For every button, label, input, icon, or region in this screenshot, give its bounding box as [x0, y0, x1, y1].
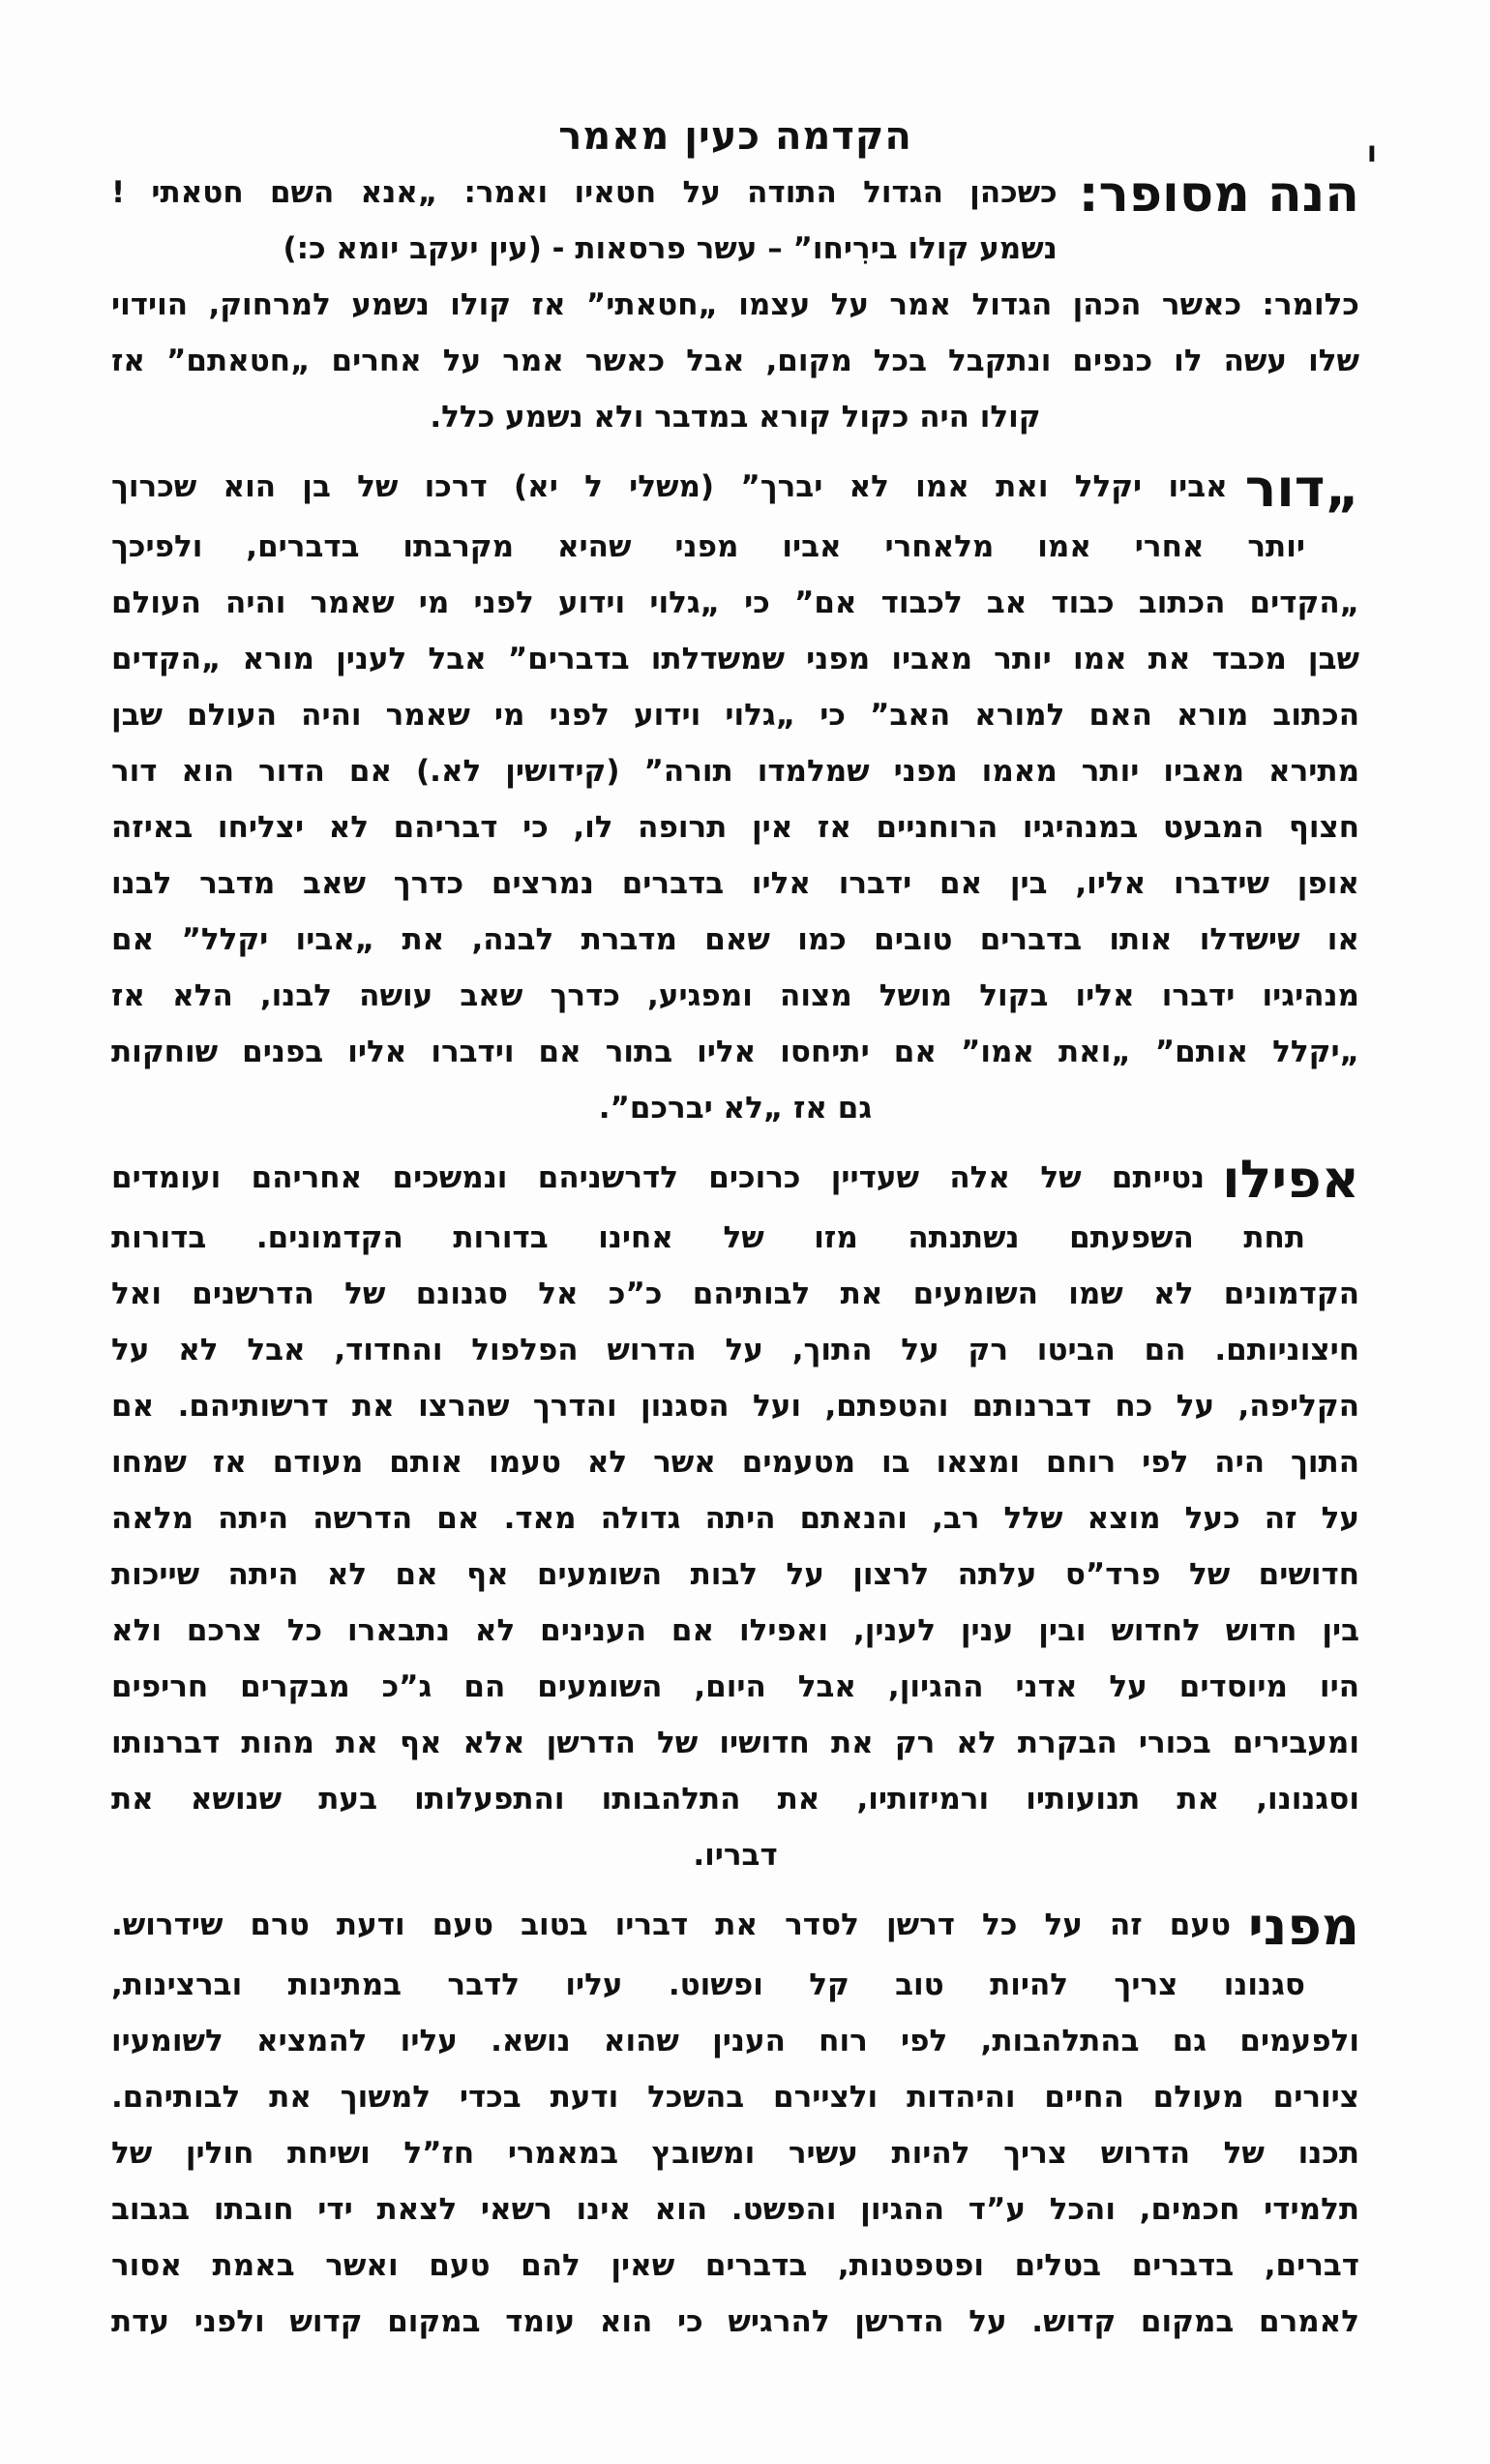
lead-word: הנה מסופר: [1078, 165, 1359, 224]
paragraph-explanation [111, 277, 1359, 445]
text-line: מנהיגיו ידברו אליו בקול מושל מצוה ומפגיע, כדרך שאב עושה לבנו, הלא אז [111, 978, 1359, 1013]
text-line: כלומר: כאשר הכהן הגדול אמר על עצמו „חטאתי” אז קולו נשמע למרחוק, הוידוי [111, 287, 1359, 322]
text-line: דברים, בדברים בטלים ופטפטנות, בדברים שאין להם טעם ואשר באמת אסור [111, 2248, 1359, 2283]
text-line: לאמרם במקום קדוש. על הדרשן להרגיש כי הוא עומד במקום קדוש ולפני עדת [111, 2304, 1359, 2339]
text-line: שלו עשה לו כנפים ונתקבל בכל מקום, אבל כאשר אמר על אחרים „חטאתם” אז [111, 344, 1359, 378]
text-line: שבן מכבד את אמו יותר מאביו מפני שמשדלתו בדברים” אבל לענין מורא „הקדים [111, 642, 1359, 676]
text-line: היו מיוסדים על אדני ההגיון, אבל היום, השומעים הם ג”כ מבקרים חריפים [111, 1669, 1359, 1704]
text-line: חיצוניותם. הם הביטו רק על התוך, על הדרוש הפלפול והחדוד, אבל לא על [111, 1333, 1359, 1367]
text-line: הקדמונים לא שמו השומעים את לבותיהם כ”כ אל סגנונם של הדרשנים ואל [111, 1277, 1359, 1311]
text-line: או שישדלו אותו בדברים טובים כמו שאם מדברת לבנה, את „אביו יקלל” אם [111, 922, 1359, 957]
text-line: אביו יקלל ואת אמו לא יברך” (משלי ל יא) דרכו של בן הוא שכרוך [111, 469, 1228, 504]
text-line: נטייתם של אלה שעדיין כרוכים לדרשניהם ונמשכים אחריהם ועומדים [111, 1160, 1206, 1195]
text-line: סגנונו צריך להיות טוב קל ופשוט. עליו לדבר במתינות וברצינות, [111, 1968, 1305, 2002]
text-line: אופן שידברו אליו, בין אם ידברו אליו בדברים נמרצים כדרך שאב מדבר לבנו [111, 866, 1359, 901]
text-line: מתירא מאביו יותר מאמו מפני שמלמדו תורה” (קידושין לא.) אם הדור הוא דור [111, 754, 1359, 789]
text-line: כשכהן הגדול התודה על חטאיו ואמר: „אנא השם חטאתי ! [111, 175, 1058, 210]
paragraph-mipnei [111, 1897, 1359, 2350]
text-line: הכתוב מורא האם למורא האב” כי „גלוי וידוע לפני מי שאמר והיה העולם שבן [111, 698, 1359, 733]
text-line: הקליפה, על כח דברנותם והטפתם, ועל הסגנון והדרך שהרצו את דרשותיהם. אם [111, 1389, 1359, 1424]
text-line: התוך היה לפי רוחם ומצאו בו מטעמים אשר לא טעמו אותם מעודם אז שמחו [111, 1445, 1359, 1480]
text-line: וסגנונו, את תנועותיו ורמיזותיו, את התלהבותו והתפעלותו בעת שנושא את [111, 1782, 1359, 1817]
text-line: יותר אחרי אמו מלאחרי אביו מפני שהיא מקרבתו בדברים, ולפיכך [111, 529, 1305, 564]
text-line: בין חדוש לחדוש ובין ענין לענין, ואפילו אם הענינים לא נתבארו כל צרכם ולא [111, 1613, 1359, 1648]
document-page [111, 0, 1377, 2350]
page-number: ו [1366, 135, 1377, 169]
paragraph-afilu [111, 1150, 1359, 1883]
text-line: דבריו. [693, 1838, 778, 1873]
page-header [111, 0, 1377, 169]
lead-word: „דור [1244, 458, 1359, 519]
text-line: נשמע קולו בירִיחו” – עשר פרסאות - (עין יעקב יומא כ:) [283, 231, 1058, 266]
text-line: „יקלל אותם” „ואת אמו” אם יתיחסו אליו בתור אם וידברו אליו בפנים שוחקות [111, 1035, 1359, 1069]
page-title: הקדמה כעין מאמר [558, 114, 912, 159]
text-line: תחת השפעתם נשתנתה מזו של אחינו בדורות הקדמונים. בדורות [111, 1220, 1305, 1255]
paragraph-intro-quote [111, 165, 1359, 277]
text-line: ציורים מעולם החיים והיהדות ולציירם בהשכל ודעת בכדי למשוך את לבותיהם. [111, 2080, 1359, 2115]
text-line: טעם זה על כל דרשן לסדר את דבריו בטוב טעם ודעת טרם שידרוש. [111, 1908, 1232, 1942]
lead-word: אפילו [1222, 1149, 1359, 1210]
text-line: על זה כעל מוצא שלל רב, והנאתם היתה גדולה מאד. אם הדרשה היתה מלאה [111, 1501, 1359, 1536]
text-line: קולו היה כקול קורא במדבר ולא נשמע כלל. [430, 400, 1041, 435]
paragraph-dor [111, 459, 1359, 1136]
text-line: „הקדים הכתוב כבוד אב לכבוד אם” כי „גלוי וידוע לפני מי שאמר והיה העולם [111, 586, 1359, 620]
text-line: ולפעמים גם בהתלהבות, לפי רוח הענין שהוא נושא. עליו להמציא לשומעיו [111, 2024, 1359, 2058]
text-line: תלמידי חכמים, והכל ע”ד ההגיון והפשט. הוא אינו רשאי לצאת ידי חובתו בגבוב [111, 2192, 1359, 2227]
text-line: תכנו של הדרוש צריך להיות עשיר ומשובץ במאמרי חז”ל ושיחת חולין של [111, 2136, 1359, 2171]
lead-word: מפני [1248, 1896, 1359, 1957]
text-line: חדושים של פרד”ס עלתה לרצון על לבות השומעים אף אם לא היתה שייכות [111, 1557, 1359, 1592]
text-line: חצוף המבעט במנהיגיו הרוחניים אז אין תרופה לו, כי דבריהם לא יצליחו באיזה [111, 810, 1359, 845]
text-line: גם אז „לא יברכם”. [598, 1091, 873, 1126]
text-line: ומעבירים בכורי הבקרת לא רק את חדושיו של הדרשן אלא אף את מהות דברנותו [111, 1726, 1359, 1760]
